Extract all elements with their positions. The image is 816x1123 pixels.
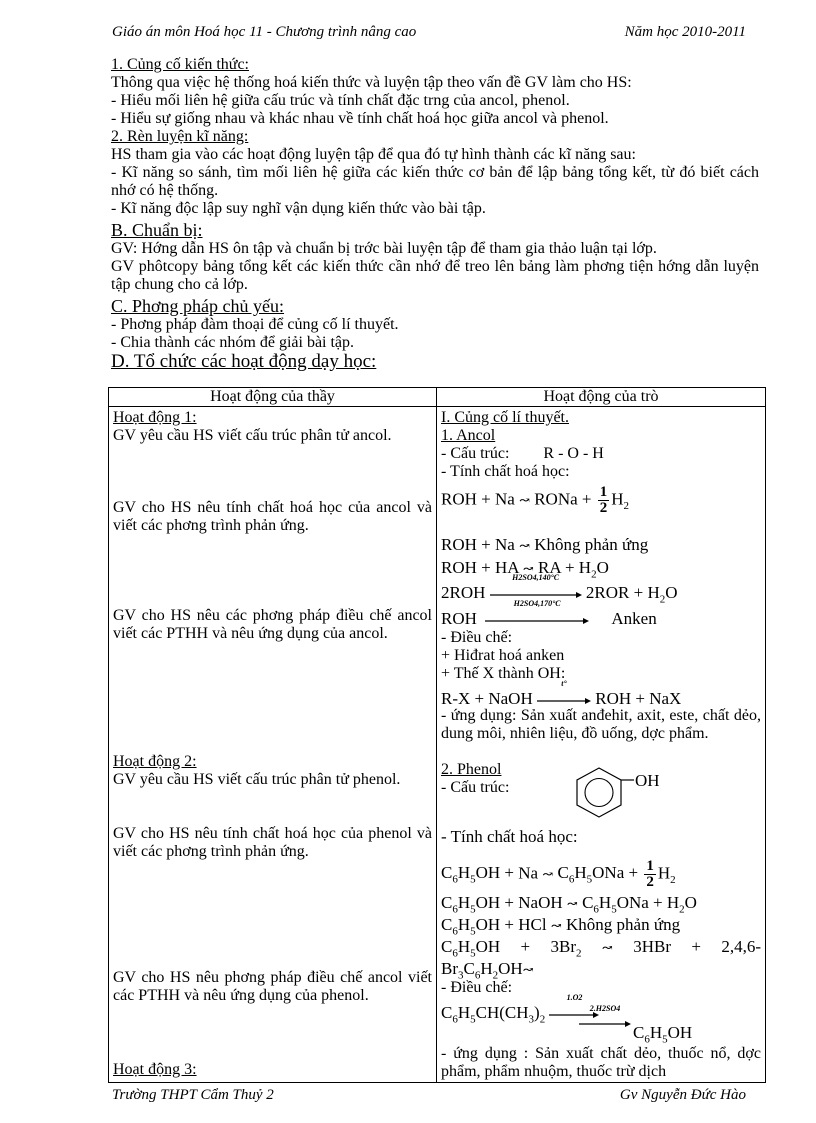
theory-title: I. Củng cố lí thuyết.: [441, 409, 569, 426]
activity-1-title: Hoạt động 1:: [113, 409, 197, 426]
activity-2-title: Hoạt động 2:: [113, 753, 197, 770]
reaction-arrow-icon: 2.H2SO4: [579, 1015, 631, 1033]
ancol-properties-label: - Tính chất hoá học:: [441, 463, 570, 480]
ancol-structure: - Cấu trúc: R - O - H: [441, 445, 604, 462]
section-d-title: D. Tổ chức các hoạt động dạy học:: [111, 351, 377, 372]
reaction-line: ROH + Na ↝ RONa + $\frac{1}{2}$ $H_2$: [441, 484, 630, 516]
half-fraction: $\frac{1}{2}$: [646, 858, 654, 890]
activity-table: [108, 387, 766, 1083]
section-1-bullet: - Hiểu mối liên hệ giữa cấu trúc và tính chất đặc trng của ancol, phenol.: [111, 92, 570, 109]
page-footer: [112, 1087, 746, 1104]
reaction-arrow-icon: ↝: [522, 561, 534, 576]
benzene-ring-icon: [571, 765, 627, 819]
preparation-step: + Thế X thành OH:: [441, 665, 566, 682]
activity-3-title: Hoạt động 3:: [113, 1061, 197, 1078]
section-1-intro: Thông qua việc hệ thống hoá kiến thức và luyện tập theo vấn đề GV làm cho HS:: [111, 74, 632, 91]
reaction-line: ROH + Na ↝ Không phản ứng: [441, 535, 649, 554]
footer-right: Gv Nguyễn Đức Hào: [619, 1087, 746, 1103]
reaction-arrow-icon: 1.O2: [549, 1004, 599, 1024]
teacher-step: GV cho HS nêu tính chất hoá học của ancol và viết các phơng trình phản ứng.: [113, 499, 432, 534]
teacher-step: GV yêu cầu HS viết cấu trúc phân tử phenol.: [113, 771, 401, 788]
teacher-step: GV cho HS nêu tính chất hoá học của phenol và viết các phơng trình phản ứng.: [113, 825, 432, 860]
precipitate-icon: ↝: [522, 962, 534, 977]
section-b-paragraph: GV phôtcopy bảng tổng kết các kiến thức cần nhớ để treo lên bảng làm phơng tiện hớng dẫn luyện tập chung cho cả lớp.: [111, 258, 759, 293]
reaction-arrow-icon: t°: [537, 690, 591, 710]
reaction-product: $C_6H_5OH$: [633, 1023, 693, 1046]
teacher-step: GV cho HS nêu các phơng pháp điều chế ancol viết các PTHH và nêu ứng dụng của ancol.: [113, 607, 432, 642]
teacher-activities-cell: [109, 407, 437, 1083]
bond-line-icon: [621, 777, 635, 783]
student-column-header: Hoạt động của trò: [437, 388, 766, 407]
section-2-bullet: - Kĩ năng so sánh, tìm mối liên hệ giữa các kiến thức cơ bản để lập bảng tổng kết, từ đó biết cách nhớ có hệ thống.: [111, 164, 759, 199]
ancol-applications: - ứng dụng: Sản xuất anđehit, axit, este, chất dẻo, dung môi, nhiên liệu, đồ uống, dợc phẩm.: [441, 707, 761, 742]
phenol-properties-label: - Tính chất hoá học:: [441, 827, 578, 846]
reaction-line: 2ROH H2SO4,140°C $2ROR + H_2O$: [441, 573, 678, 606]
reaction-line: $C_6H_5OH$ + NaOH ↝ $C_6H_5ONa + H_2O$: [441, 893, 697, 916]
reaction-arrow-icon: ↝: [542, 866, 554, 882]
section-c-bullet: - Chia thành các nhóm để giải bài tập.: [111, 334, 355, 351]
preparation-label: - Điều chế:: [441, 629, 513, 646]
reaction-line: $C_6H_5OH + Na$ ↝ $C_6H_5ONa$ + $\frac{1}{2}$ $H_2$: [441, 858, 676, 890]
section-c-bullet: - Phơng pháp đàm thoại để củng cố lí thuyết.: [111, 316, 399, 333]
header-right: Năm học 2010-2011: [624, 24, 746, 40]
reaction-arrow-icon: ↝: [550, 918, 562, 933]
section-2-title: 2. Rèn luyện kĩ năng:: [111, 128, 249, 145]
phenol-preparation-label: - Điều chế:: [441, 979, 513, 996]
lesson-content: [111, 56, 759, 372]
student-activities-cell: [437, 407, 766, 1083]
section-1-title: 1. Củng cố kiến thức:: [111, 56, 249, 73]
reaction-product: $Br_3C_6H_2OH↝$: [441, 959, 534, 982]
section-2-bullet: - Kĩ năng độc lập suy nghĩ vận dụng kiến thức vào bài tập.: [111, 200, 486, 217]
phenol-applications: - ứng dụng : Sản xuất chất dẻo, thuốc nổ, dợc phẩm, phẩm nhuộm, thuốc trừ dịch: [441, 1045, 761, 1080]
section-b-paragraph: GV: Hớng dẫn HS ôn tập và chuẩn bị trớc bài luyện tập để tham gia thảo luận tại lớp.: [111, 240, 657, 257]
teacher-step: GV cho HS nêu phơng pháp điều chế ancol viết các PTHH và nêu ứng dụng của phenol.: [113, 969, 432, 1004]
reaction-line: $C_6H_5CH(CH_3)_2$ 1.O2: [441, 1003, 761, 1025]
reaction-arrow-icon: ↝: [601, 940, 613, 955]
section-c-title: C. Phơng pháp chủ yếu:: [111, 296, 285, 316]
reaction-arrow-icon: H2SO4,170°C: [485, 610, 589, 630]
reaction-arrow-icon: ↝: [519, 492, 530, 508]
section-2-intro: HS tham gia vào các hoạt động luyện tập để qua đó tự hình thành các kĩ năng sau:: [111, 146, 636, 163]
reaction-line: R-X + NaOH t° ROH + NaX: [441, 689, 761, 710]
preparation-step: + Hiđrat hoá anken: [441, 647, 565, 664]
reaction-arrow-icon: ↝: [566, 896, 578, 911]
reaction-line: $C_6H_5OH + 3Br_2$ ↝ 3HBr + 2,4,6-: [441, 937, 761, 960]
phenol-structure: - Cấu trúc:: [441, 779, 510, 796]
footer-left: Trường THPT Cẩm Thuỷ 2: [112, 1087, 274, 1103]
reaction-arrow-icon: H2SO4,140°C: [490, 584, 582, 604]
reaction-line: $C_6H_5OH$ + HCl ↝ Không phản ứng: [441, 915, 681, 938]
reaction-arrow-icon: ↝: [519, 538, 530, 553]
ancol-title: 1. Ancol: [441, 427, 496, 444]
page-header: [112, 24, 746, 41]
teacher-column-header: Hoạt động của thầy: [109, 388, 437, 407]
reaction-line: ROH H2SO4,170°C Anken: [441, 609, 761, 630]
header-left: Giáo án môn Hoá học 11 - Chương trình nâng cao: [112, 24, 417, 40]
section-1-bullet: - Hiểu sự giống nhau và khác nhau về tính chất hoá học giữa ancol và phenol.: [111, 110, 609, 127]
hydroxyl-label: OH: [635, 771, 660, 790]
teacher-step: GV yêu cầu HS viết cấu trúc phân tử ancol.: [113, 427, 392, 444]
half-fraction: $\frac{1}{2}$: [599, 484, 608, 516]
reaction-line: ROH + HA ↝ RA + $H_2O$: [441, 558, 609, 581]
section-b-title: B. Chuẩn bị:: [111, 220, 203, 240]
phenol-title: 2. Phenol: [441, 761, 502, 778]
